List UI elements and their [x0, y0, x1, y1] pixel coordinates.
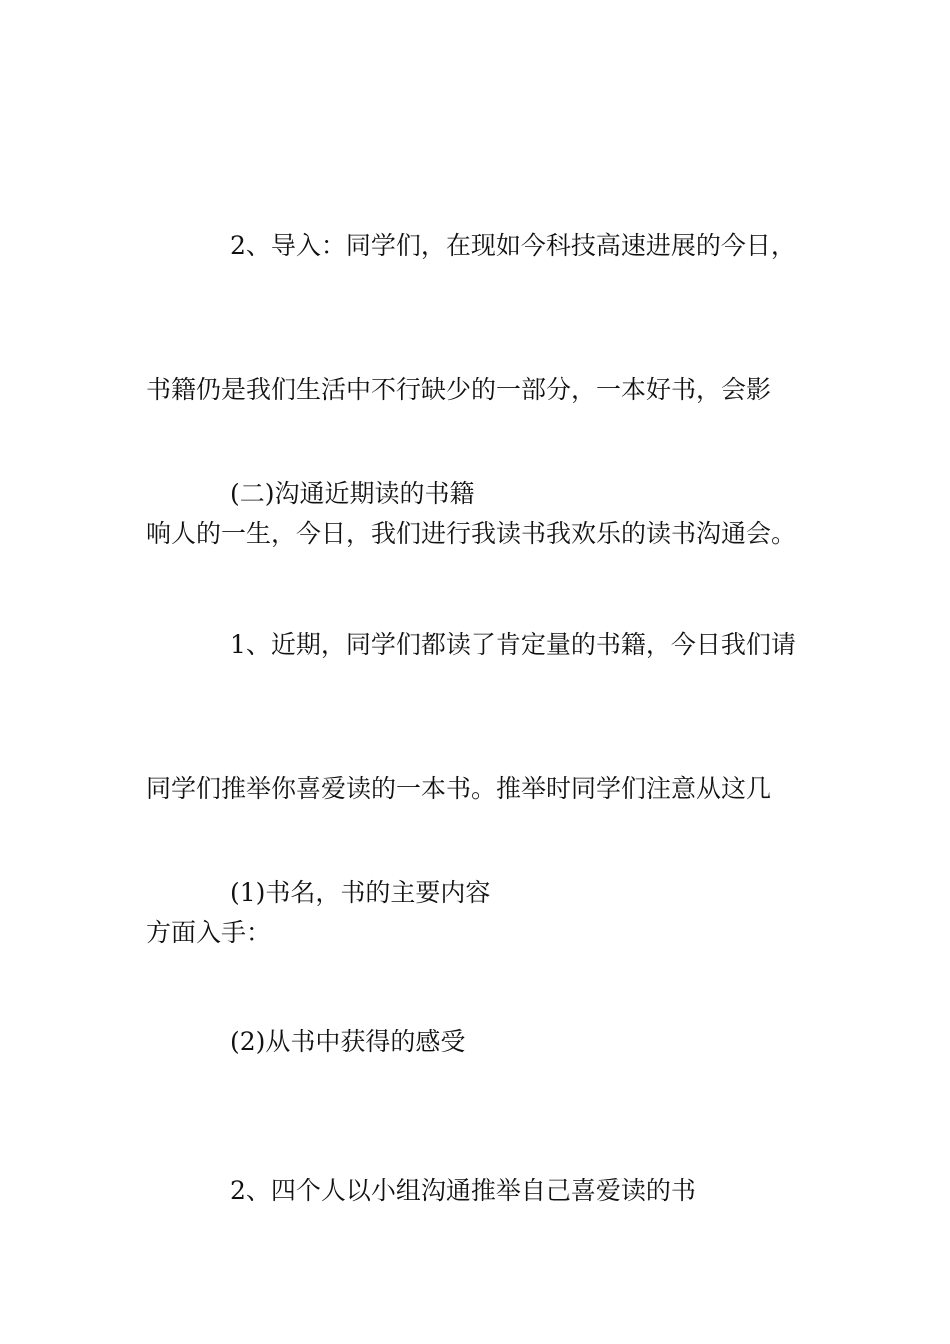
- text-line: 方面入手：: [146, 918, 272, 947]
- text-line: (二)沟通近期读的书籍: [230, 479, 475, 508]
- text-line: 2、导入：同学们，在现如今科技高速进展的今日，: [230, 231, 796, 260]
- paragraph-item-2: [146, 1071, 806, 1311]
- text-line: 2、四个人以小组沟通推举自己喜爱读的书: [230, 1176, 696, 1205]
- text-line: (2)从书中获得的感受: [230, 1027, 466, 1056]
- text-line: 1、近期，同学们都读了肯定量的书籍，今日我们请: [230, 630, 796, 659]
- text-line: 书籍仍是我们生活中不行缺少的一部分，一本好书，会影: [146, 375, 772, 404]
- text-line: 同学们推举你喜爱读的一本书。推举时同学们注意从这几: [146, 774, 772, 803]
- text-line: 响人的一生，今日，我们进行我读书我欢乐的读书沟通会。: [146, 519, 797, 548]
- text-line: (1)书名，书的主要内容: [230, 878, 491, 907]
